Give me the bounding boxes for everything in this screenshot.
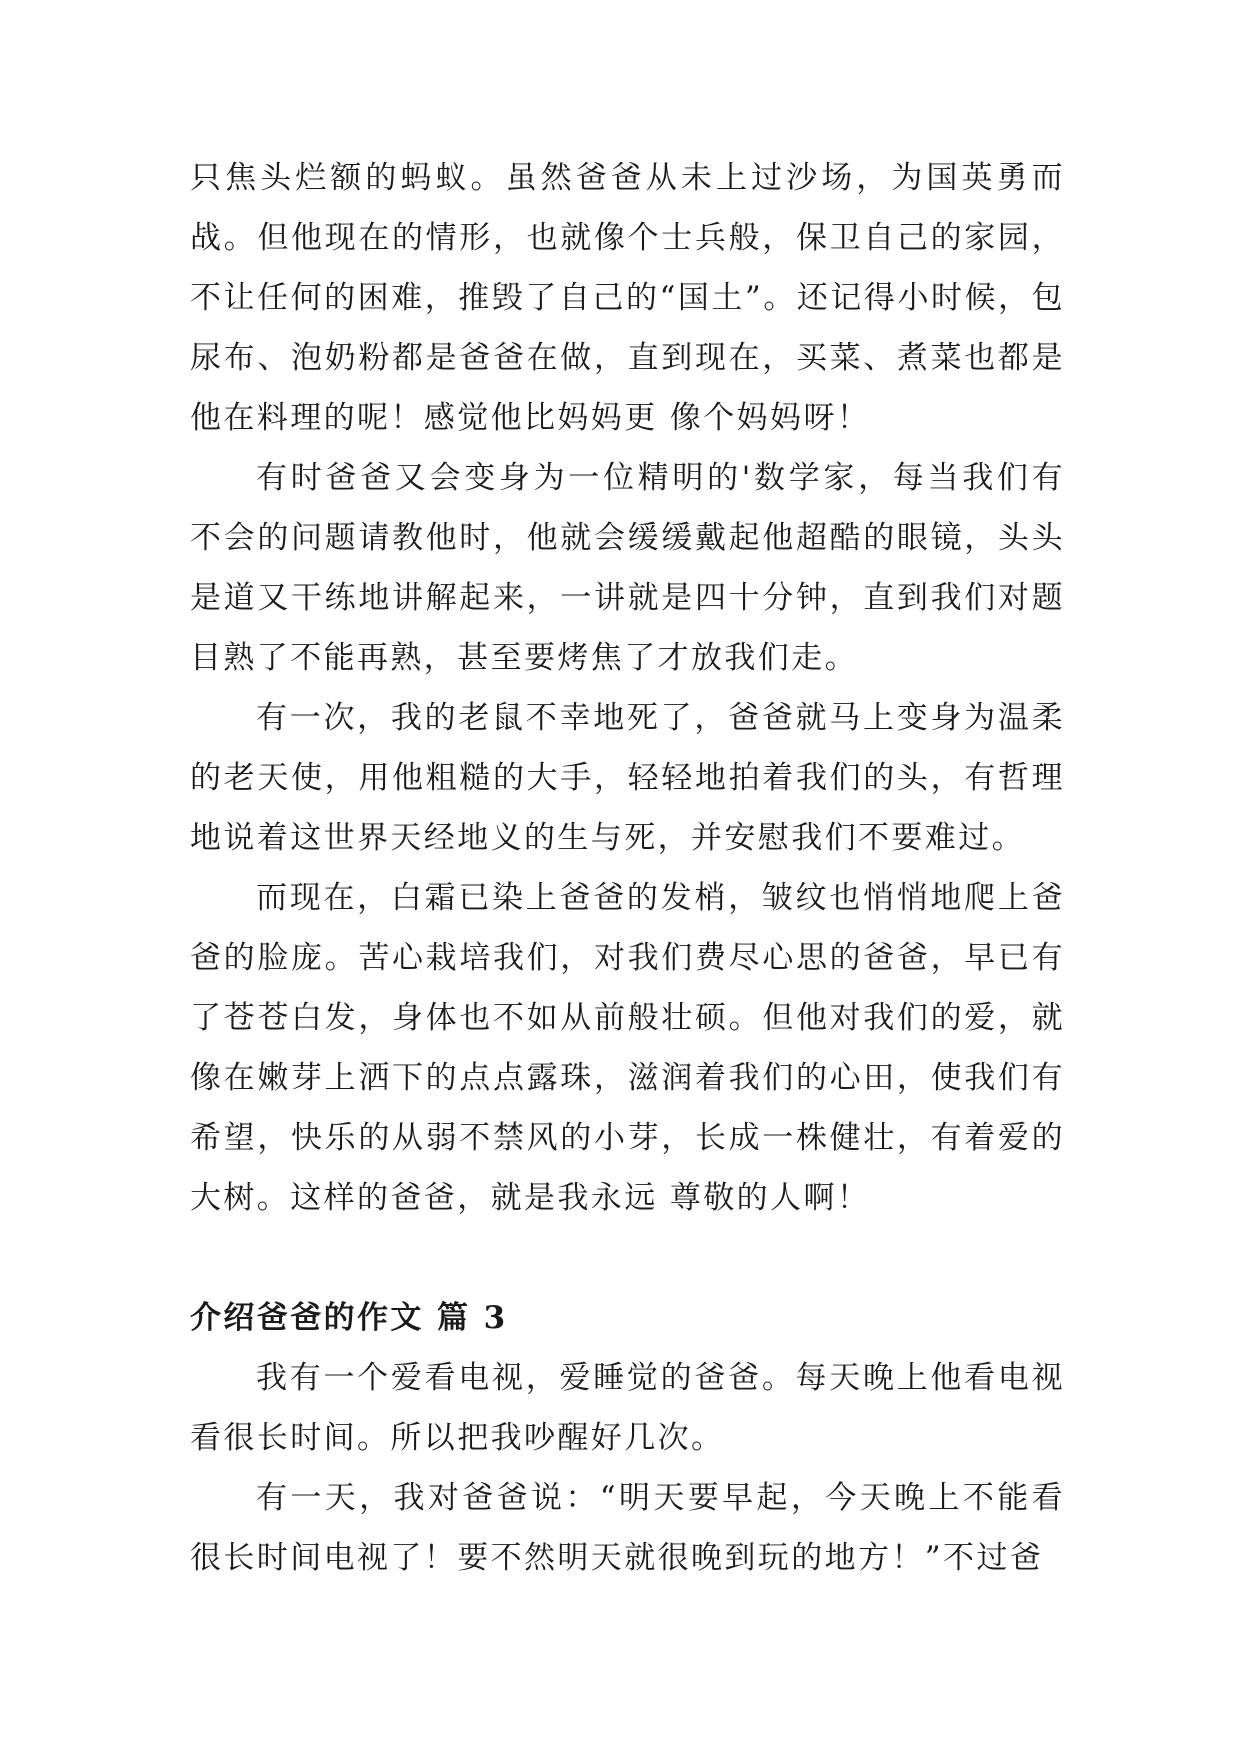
paragraph: 有一次，我的老鼠不幸地死了，爸爸就马上变身为温柔的老天使，用他粗糙的大手，轻轻地拍着我们的头，有哲理地说着这世界天经地义的生与死，并安慰我们不要难过。	[190, 700, 1065, 856]
section-title: 介绍爸爸的作文 篇 3	[190, 1300, 508, 1336]
section-spacer	[190, 1228, 1065, 1288]
paragraph: 有时爸爸又会变身为一位精明的'数学家，每当我们有不会的问题请教他时，他就会缓缓戴起他超酷的眼镜，头头是道又干练地讲解起来，一讲就是四十分钟，直到我们对题目熟了不能再熟，甚至要烤焦了才放我们走。	[190, 460, 1065, 676]
document-body	[190, 148, 1065, 1588]
paragraph: 只焦头烂额的蚂蚁。虽然爸爸从未上过沙场，为国英勇而战。但他现在的情形，也就像个士兵般，保卫自己的家园，不让任何的困难，推毁了自己的“国土”。还记得小时候，包尿布、泡奶粉都是爸爸在做，直到现在，买菜、煮菜也都是他在料理的呢！感觉他比妈妈更 像个妈妈呀！	[190, 160, 1065, 436]
paragraph: 有一天，我对爸爸说：“明天要早起，今天晚上不能看很长时间电视了！要不然明天就很晚到玩的地方！”不过爸	[190, 1480, 1065, 1576]
paragraph: 我有一个爱看电视，爱睡觉的爸爸。每天晚上他看电视看很长时间。所以把我吵醒好几次。	[190, 1360, 1065, 1456]
paragraph: 而现在，白霜已染上爸爸的发梢，皱纹也悄悄地爬上爸爸的脸庞。苦心栽培我们，对我们费尽心思的爸爸，早已有了苍苍白发，身体也不如从前般壮硕。但他对我们的爱，就像在嫩芽上洒下的点点露珠，滋润着我们的心田，使我们有希望，快乐的从弱不禁风的小芽，长成一株健壮，有着爱的大树。这样的爸爸，就是我永远 尊敬的人啊！	[190, 880, 1065, 1216]
